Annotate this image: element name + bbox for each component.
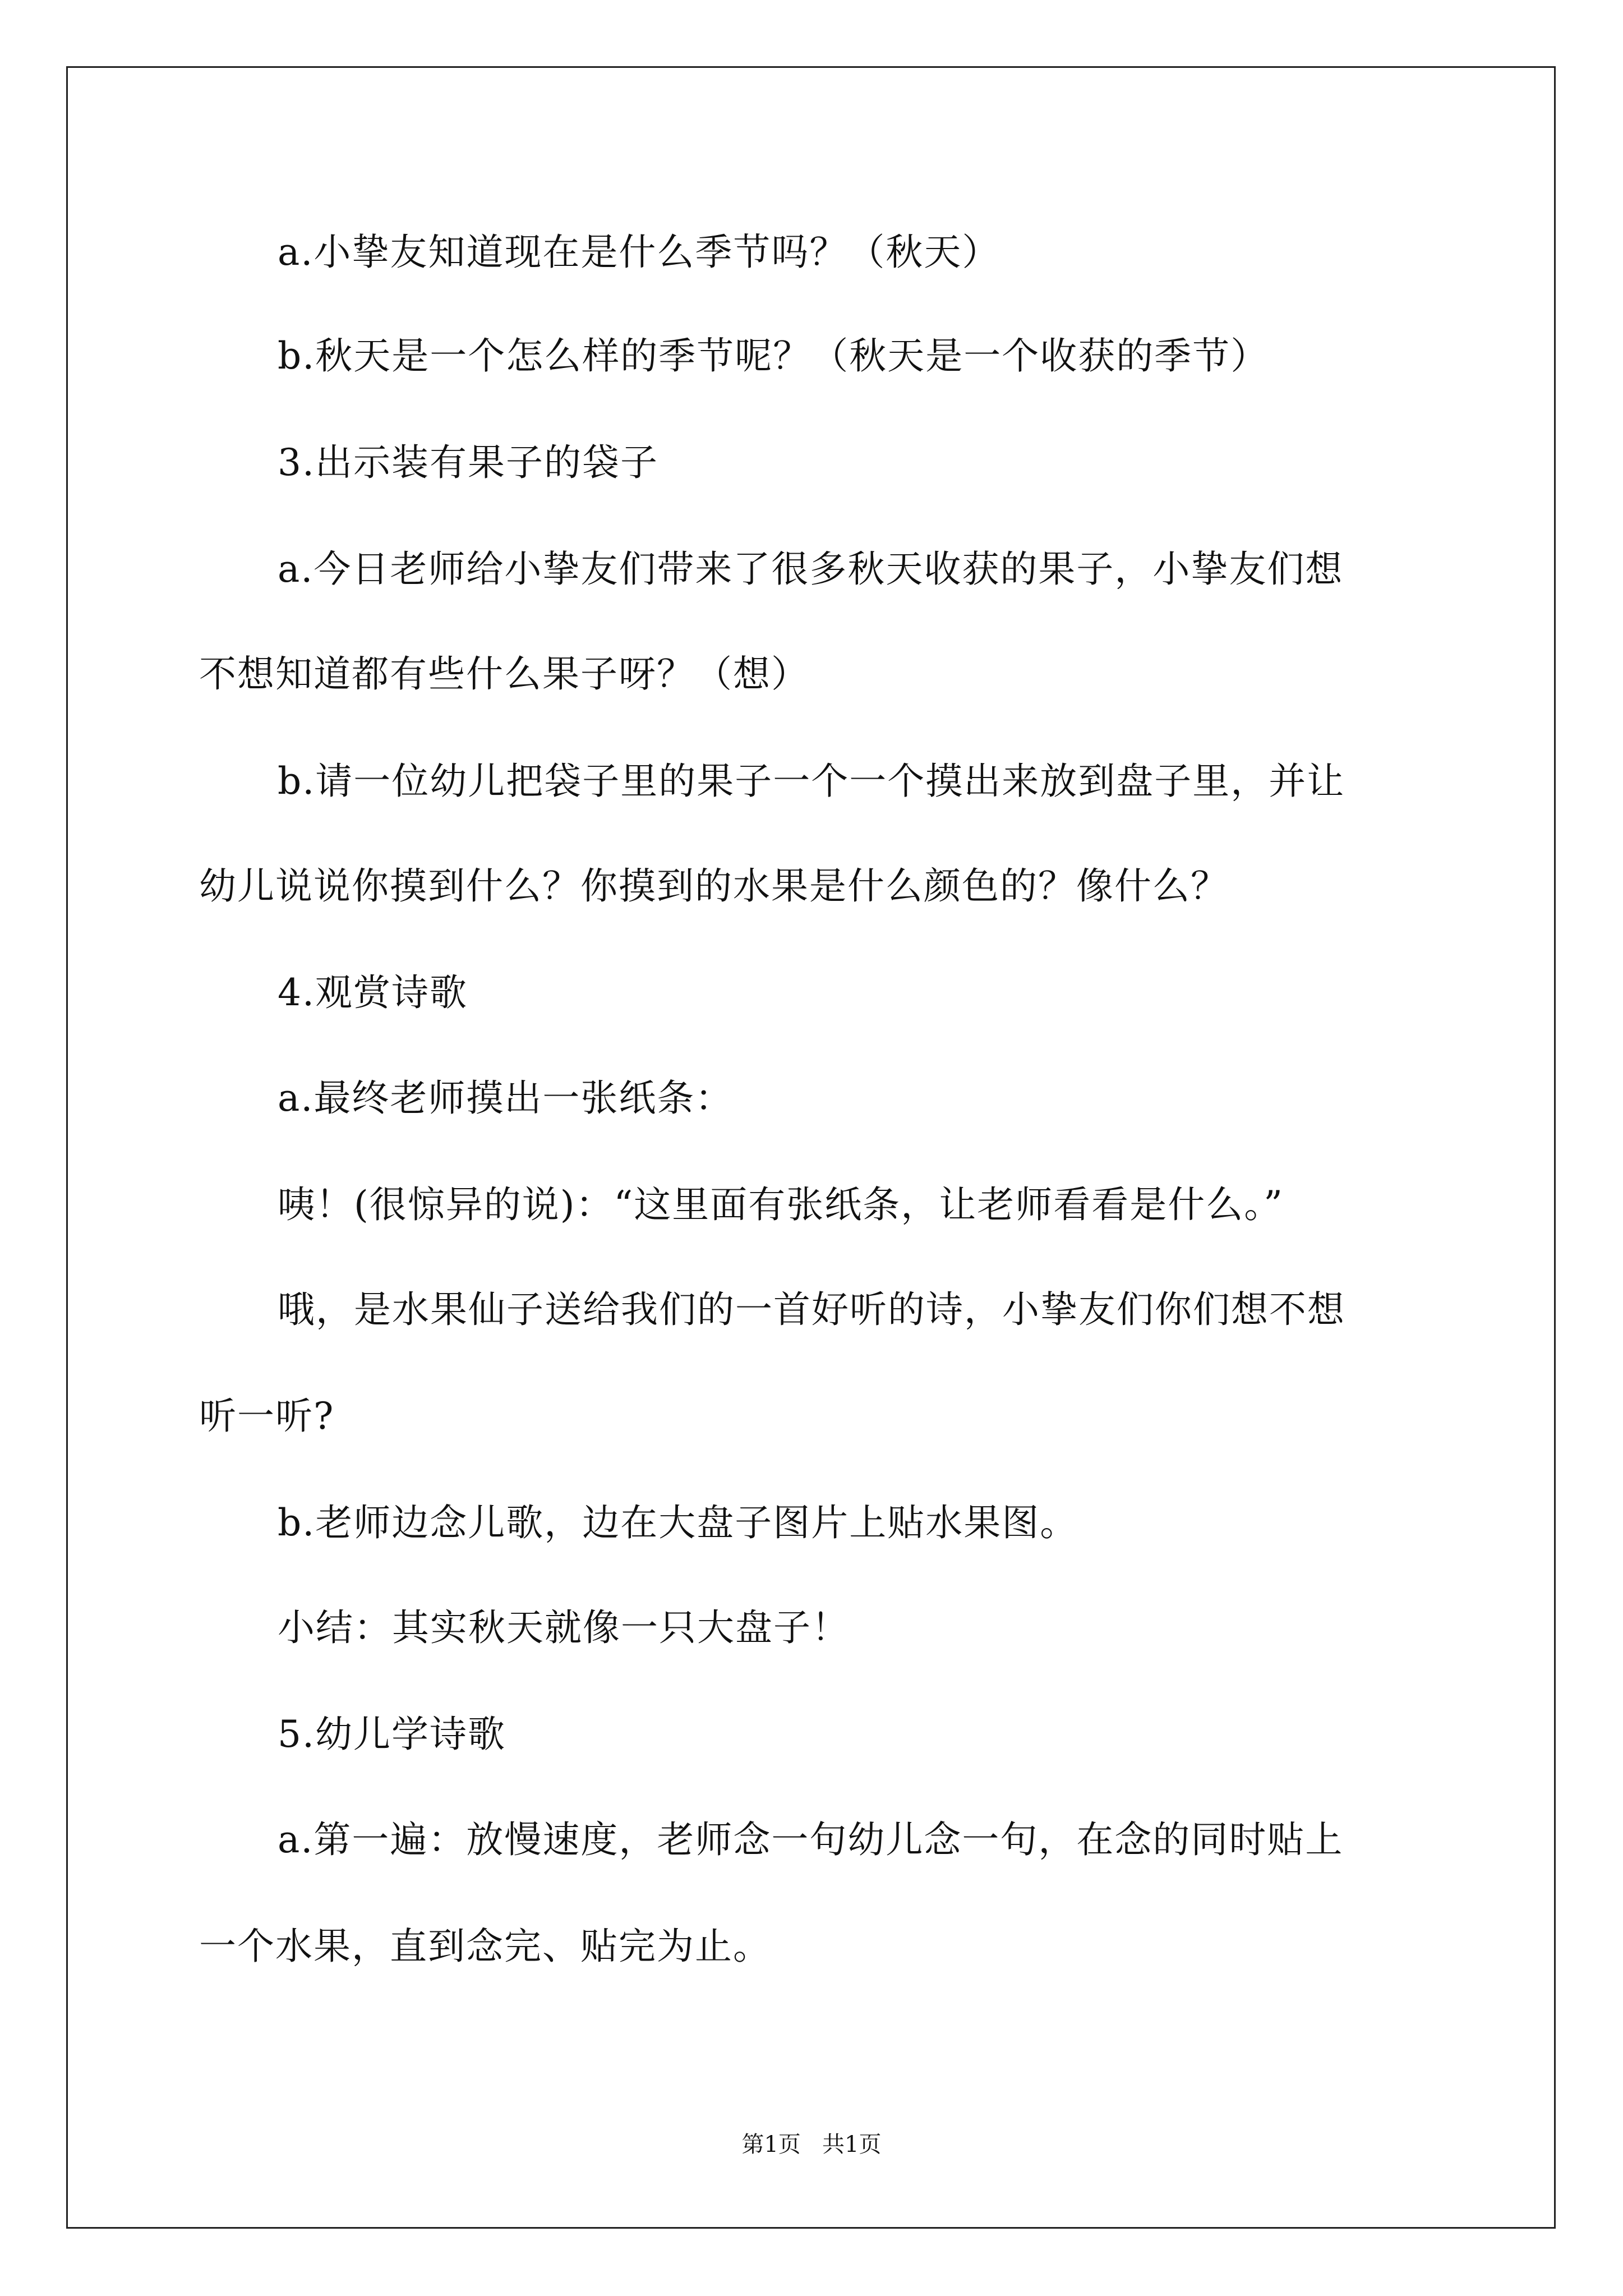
- text-line: 幼儿说说你摸到什么？你摸到的水果是什么颜色的？像什么？: [199, 864, 1229, 908]
- text-line: 不想知道都有些什么果子呀？（想）: [199, 652, 809, 696]
- text-line: a.小挚友知道现在是什么季节吗？（秋天）: [278, 231, 1000, 274]
- section-heading: 4.观赏诗歌: [278, 971, 468, 1014]
- page-footer: 第1页 共1页: [741, 2132, 882, 2157]
- section-heading: 5.幼儿学诗歌: [278, 1713, 506, 1756]
- page-border: [66, 66, 1556, 2229]
- text-line: 哦，是水果仙子送给我们的一首好听的诗，小挚友们你们想不想: [278, 1288, 1345, 1331]
- text-line: a.最终老师摸出一张纸条：: [278, 1076, 734, 1120]
- section-heading: 3.出示装有果子的袋子: [278, 441, 658, 484]
- text-line: 听一听?: [199, 1395, 335, 1438]
- text-line: 咦！(很惊异的说)：“这里面有张纸条，让老师看看是什么。”: [278, 1183, 1284, 1226]
- text-line: b.老师边念儿歌，边在大盘子图片上贴水果图。: [278, 1501, 1078, 1544]
- text-line: a.今日老师给小挚友们带来了很多秋天收获的果子，小挚友们想: [278, 547, 1344, 591]
- text-line: b.请一位幼儿把袋子里的果子一个一个摸出来放到盘子里，并让: [278, 760, 1345, 803]
- text-line: a.第一遍：放慢速度，老师念一句幼儿念一句，在念的同时贴上: [278, 1818, 1344, 1861]
- text-line: b.秋天是一个怎么样的季节呢？（秋天是一个收获的季节）: [278, 334, 1269, 378]
- text-line: 一个水果，直到念完、贴完为止。: [199, 1925, 771, 1968]
- text-line: 小结：其实秋天就像一只大盘子！: [278, 1606, 850, 1649]
